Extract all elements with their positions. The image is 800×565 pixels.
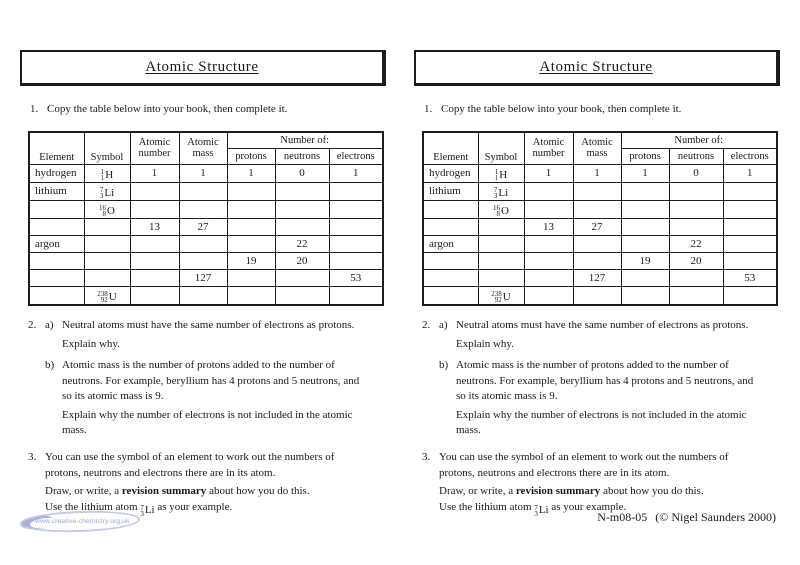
question-2b-prompt: Explain why the number of electrons is not included in the atomic mass. [456, 408, 747, 436]
neutrons-cell: 20 [669, 252, 723, 269]
electrons-cell [329, 235, 383, 252]
question-2a-label: a) [45, 319, 54, 331]
electrons-cell: 1 [723, 164, 777, 182]
question-2b-label: b) [45, 359, 55, 371]
symbol-cell [478, 269, 524, 286]
element-cell [29, 200, 84, 218]
atomic-mass-cell: 1 [179, 164, 227, 182]
element-cell [29, 252, 84, 269]
symbol-cell [478, 218, 524, 235]
atomic-number-cell [130, 286, 179, 305]
neutrons-cell: 0 [669, 164, 723, 182]
element-cell: argon [423, 235, 478, 252]
atomic-number-cell [524, 235, 573, 252]
table-header-row-1 [423, 132, 777, 148]
table-row [29, 286, 383, 305]
protons-cell [227, 182, 275, 200]
table-row [29, 182, 383, 200]
atomic-number-cell [524, 252, 573, 269]
element-cell [423, 252, 478, 269]
table-row [29, 200, 383, 218]
revision-summary-bold: revision summary [515, 485, 601, 497]
table-row [29, 218, 383, 235]
header-number-of: Number of: [621, 132, 777, 148]
header-protons: protons [621, 148, 669, 164]
electrons-cell [329, 252, 383, 269]
neutrons-cell [275, 218, 329, 235]
table-header-row-1 [29, 132, 383, 148]
atomic-number-cell [524, 286, 573, 305]
atomic-mass-cell [573, 286, 621, 305]
symbol-cell: 238 92 U [478, 286, 524, 305]
revision-summary-bold: revision summary [121, 485, 207, 497]
element-cell [423, 286, 478, 305]
question-1-number: 1. [424, 103, 433, 115]
creative-chemistry-logo [20, 511, 140, 532]
header-protons: protons [227, 148, 275, 164]
question-3-number: 3. [422, 451, 431, 463]
atomic-mass-cell: 27 [179, 218, 227, 235]
question-1-number: 1. [30, 103, 39, 115]
electrons-cell [723, 182, 777, 200]
worksheet-code: N-m08-05 [597, 510, 648, 524]
neutrons-cell [669, 218, 723, 235]
atomic-mass-cell [573, 182, 621, 200]
question-3-number: 3. [28, 451, 37, 463]
atomic-mass-cell [179, 200, 227, 218]
symbol-cell [84, 218, 130, 235]
title-box [20, 50, 386, 86]
table-row [423, 252, 777, 269]
atomic-number-cell: 13 [130, 218, 179, 235]
question-1 [30, 103, 287, 115]
element-cell [29, 269, 84, 286]
symbol-cell: 1 1 H [478, 164, 524, 182]
element-cell: argon [29, 235, 84, 252]
worksheet-copy-right [414, 50, 780, 520]
electrons-cell [329, 218, 383, 235]
neutrons-cell: 22 [275, 235, 329, 252]
protons-cell [621, 235, 669, 252]
element-cell: hydrogen [423, 164, 478, 182]
atomic-mass-cell: 127 [179, 269, 227, 286]
table-row [423, 286, 777, 305]
atomic-mass-cell: 1 [573, 164, 621, 182]
atomic-mass-cell [573, 235, 621, 252]
question-2b-label: b) [439, 359, 449, 371]
header-symbol: Symbol [84, 132, 130, 164]
atomic-mass-cell [179, 286, 227, 305]
element-cell [423, 218, 478, 235]
atomic-number-cell: 1 [524, 164, 573, 182]
question-3-draw-line: Draw, or write, a revision summary about how you do this. [439, 485, 704, 497]
question-3-use-line: Use the lithium atom 7 3 Li as your example. [45, 500, 233, 518]
table-row [29, 252, 383, 269]
element-cell [29, 218, 84, 235]
header-atomic-mass: Atomic mass [179, 132, 227, 164]
neutrons-cell [669, 286, 723, 305]
symbol-cell [84, 269, 130, 286]
question-2b [28, 358, 367, 439]
neutrons-cell: 0 [275, 164, 329, 182]
question-2a-prompt: Explain why. [62, 337, 120, 350]
header-atomic-number: Atomic number [130, 132, 179, 164]
atomic-mass-cell [179, 182, 227, 200]
electrons-cell [723, 286, 777, 305]
electrons-cell: 53 [723, 269, 777, 286]
table-row [29, 164, 383, 182]
protons-cell [227, 286, 275, 305]
question-3-text: You can use the symbol of an element to work out the numbers of protons, neutrons and electrons there are in its atom. [45, 451, 335, 479]
table-row [29, 269, 383, 286]
question-2a [28, 318, 367, 352]
table-row [423, 218, 777, 235]
symbol-cell [478, 235, 524, 252]
header-element: Element [29, 132, 84, 164]
header-element: Element [423, 132, 478, 164]
atomic-structure-table [28, 131, 384, 306]
protons-cell [621, 218, 669, 235]
worksheet-copy-left [20, 50, 386, 520]
question-1 [424, 103, 681, 115]
question-2 [422, 318, 761, 439]
header-neutrons: neutrons [275, 148, 329, 164]
symbol-cell [478, 252, 524, 269]
symbol-cell: 16 8 O [478, 200, 524, 218]
element-cell: hydrogen [29, 164, 84, 182]
protons-cell [227, 269, 275, 286]
atomic-number-cell [130, 200, 179, 218]
element-cell: lithium [423, 182, 478, 200]
electrons-cell: 1 [329, 164, 383, 182]
atomic-mass-cell [573, 200, 621, 218]
neutrons-cell: 22 [669, 235, 723, 252]
atomic-mass-cell [179, 235, 227, 252]
table-row [423, 164, 777, 182]
electrons-cell [329, 182, 383, 200]
logo-url-text: www.creative-chemistry.org.uk [35, 518, 130, 525]
symbol-cell [84, 252, 130, 269]
atomic-number-cell [524, 269, 573, 286]
element-cell: lithium [29, 182, 84, 200]
title-box [414, 50, 780, 86]
question-2a-prompt: Explain why. [456, 337, 514, 350]
question-3-use-line: Use the lithium atom 7 3 Li as your example. [439, 500, 627, 518]
neutrons-cell [275, 182, 329, 200]
protons-cell: 19 [621, 252, 669, 269]
atomic-number-cell: 13 [524, 218, 573, 235]
header-atomic-mass: Atomic mass [573, 132, 621, 164]
atomic-number-cell [130, 252, 179, 269]
atomic-mass-cell [179, 252, 227, 269]
element-cell [423, 200, 478, 218]
protons-cell [227, 235, 275, 252]
symbol-cell: 7 3 Li [478, 182, 524, 200]
electrons-cell [723, 200, 777, 218]
protons-cell [621, 269, 669, 286]
atomic-number-cell: 1 [130, 164, 179, 182]
atomic-mass-cell: 127 [573, 269, 621, 286]
electrons-cell [329, 286, 383, 305]
page-title: Atomic Structure [539, 59, 653, 75]
electrons-cell [723, 218, 777, 235]
question-2 [28, 318, 367, 439]
question-2a-text: Neutral atoms must have the same number of electrons as protons. [62, 319, 355, 331]
atomic-mass-cell: 27 [573, 218, 621, 235]
neutrons-cell [275, 286, 329, 305]
electrons-cell [329, 200, 383, 218]
atomic-number-cell [130, 182, 179, 200]
protons-cell [621, 200, 669, 218]
question-3-draw-line: Draw, or write, a revision summary about how you do this. [45, 485, 310, 497]
question-2b [422, 358, 761, 439]
protons-cell: 1 [227, 164, 275, 182]
atomic-number-cell [524, 200, 573, 218]
page-title: Atomic Structure [145, 59, 259, 75]
header-neutrons: neutrons [669, 148, 723, 164]
electrons-cell [723, 235, 777, 252]
protons-cell [227, 218, 275, 235]
question-2-number: 2. [28, 319, 37, 331]
protons-cell: 1 [621, 164, 669, 182]
header-electrons: electrons [723, 148, 777, 164]
neutrons-cell [275, 200, 329, 218]
symbol-cell: 238 92 U [84, 286, 130, 305]
symbol-cell: 16 8 O [84, 200, 130, 218]
question-3 [422, 450, 761, 519]
protons-cell [621, 286, 669, 305]
protons-cell: 19 [227, 252, 275, 269]
question-1-text: Copy the table below into your book, then complete it. [47, 103, 288, 115]
protons-cell [227, 200, 275, 218]
header-number-of: Number of: [227, 132, 383, 148]
question-2a [422, 318, 761, 352]
atomic-number-cell [130, 269, 179, 286]
lithium-symbol: Li [144, 504, 155, 517]
question-2b-text: Atomic mass is the number of protons added to the number of neutrons. For example, beryllium has 4 protons and 5 neutrons, and so its atomic mass is 9. [456, 359, 754, 402]
question-2b-prompt: Explain why the number of electrons is not included in the atomic mass. [62, 408, 353, 436]
electrons-cell [723, 252, 777, 269]
question-2b-text: Atomic mass is the number of protons added to the number of neutrons. For example, beryllium has 4 protons and 5 neutrons, and so its atomic mass is 9. [62, 359, 360, 402]
table-row [423, 200, 777, 218]
atomic-number-cell [130, 235, 179, 252]
question-2a-label: a) [439, 319, 448, 331]
symbol-cell: 7 3 Li [84, 182, 130, 200]
protons-cell [621, 182, 669, 200]
table-row [423, 235, 777, 252]
question-2-number: 2. [422, 319, 431, 331]
atomic-mass-cell [573, 252, 621, 269]
question-2a-text: Neutral atoms must have the same number of electrons as protons. [456, 319, 749, 331]
atomic-number-cell [524, 182, 573, 200]
question-1-text: Copy the table below into your book, then complete it. [441, 103, 682, 115]
copyright-text: (© Nigel Saunders 2000) [655, 510, 776, 524]
header-atomic-number: Atomic number [524, 132, 573, 164]
electrons-cell: 53 [329, 269, 383, 286]
table-row [423, 269, 777, 286]
attribution [597, 510, 776, 525]
question-3 [28, 450, 367, 519]
table-row [423, 182, 777, 200]
lithium-symbol: Li [538, 504, 549, 517]
table-row [29, 235, 383, 252]
neutrons-cell: 20 [275, 252, 329, 269]
question-3-text: You can use the symbol of an element to work out the numbers of protons, neutrons and electrons there are in its atom. [439, 451, 729, 479]
neutrons-cell [669, 269, 723, 286]
symbol-cell: 1 1 H [84, 164, 130, 182]
neutrons-cell [275, 269, 329, 286]
symbol-cell [84, 235, 130, 252]
element-cell [29, 286, 84, 305]
neutrons-cell [669, 182, 723, 200]
header-symbol: Symbol [478, 132, 524, 164]
neutrons-cell [669, 200, 723, 218]
atomic-structure-table [422, 131, 778, 306]
element-cell [423, 269, 478, 286]
header-electrons: electrons [329, 148, 383, 164]
